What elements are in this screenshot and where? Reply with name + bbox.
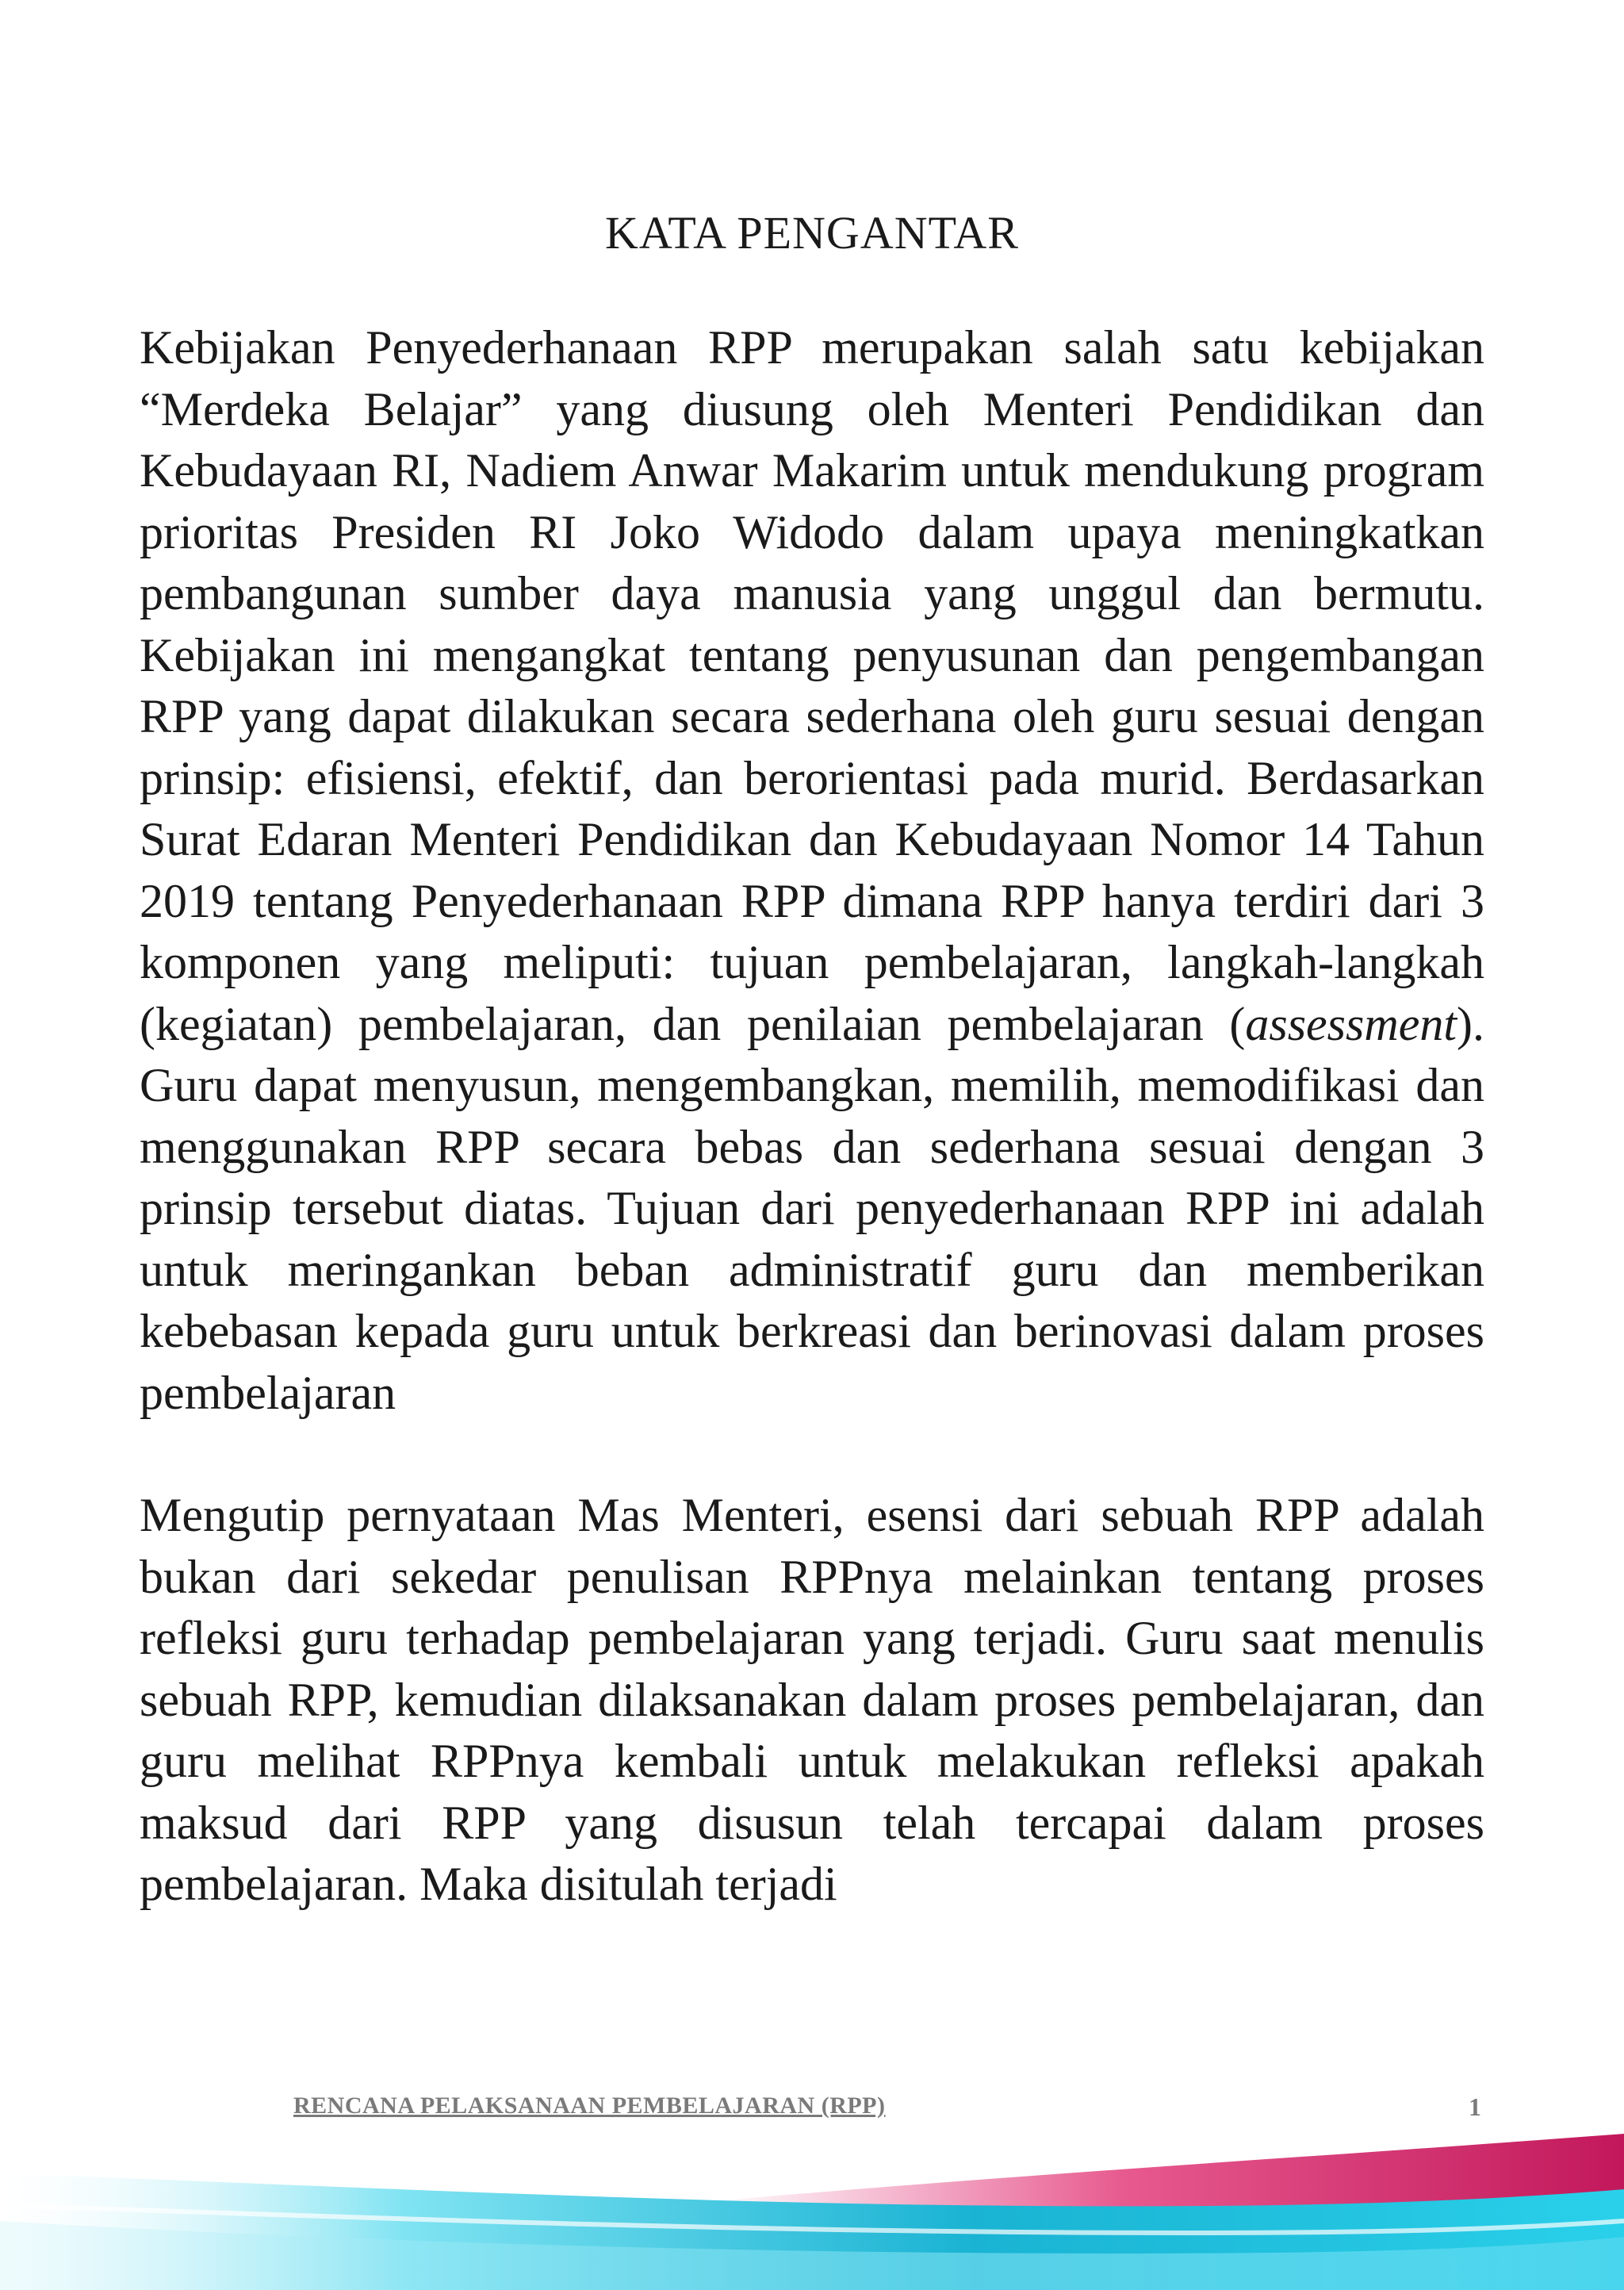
paragraph-2: Mengutip pernyataan Mas Menteri, esensi dari sebuah RPP adalah bukan dari sekedar penulisan RPPnya melainkan tentang proses refleksi guru terhadap pembelajaran yang terjadi. Guru saat menulis sebuah RPP, kemudian dilaksanakan dalam proses pembelajaran, dan guru melihat RPPnya kembali untuk melakukan refleksi apakah maksud dari RPP yang disusun telah tercapai dalam proses pembelajaran. Maka disitulah terjadi: [140, 1489, 1484, 1910]
footer-wave-decoration: [0, 2126, 1624, 2290]
paragraph-1-text: Kebijakan Penyederhanaan RPP merupakan salah satu kebijakan “Merdeka Belajar” yang diusung oleh Menteri Pendidikan dan Kebudayaan RI, Nadiem Anwar Makarim untuk mendukung program prioritas Presiden RI Joko Widodo dalam upaya meningkatkan pembangunan sumber daya manusia yang unggul dan bermutu. Kebijakan ini mengangkat tentang penyusunan dan pengembangan RPP yang dapat dilakukan secara sederhana oleh guru sesuai dengan prinsip: efisiensi, efektif, dan berorientasi pada murid. Berdasarkan Surat Edaran Menteri Pendidikan dan Kebudayaan Nomor 14 Tahun 2019 tentang Penyederhanaan RPP dimana RPP hanya terdiri dari 3 komponen yang meliputi: tujuan pembelajaran, langkah-langkah (kegiatan) pembelajaran, dan penilaian pembelajaran (: [140, 321, 1484, 1050]
footer-running-title: RENCANA PELAKSANAAN PEMBELAJARAN (RPP): [293, 2092, 886, 2119]
paragraph-1: [140, 317, 1484, 1424]
page-title: KATA PENGANTAR: [605, 207, 1019, 259]
paragraph-1-text-continued: ). Guru dapat menyusun, mengembangkan, memilih, memodifikasi dan menggunakan RPP secara bebas dan sederhana sesuai dengan 3 prinsip tersebut diatas. Tujuan dari penyederhanaan RPP ini adalah untuk meringankan beban administratif guru dan memberikan kebebasan kepada guru untuk berkreasi dan berinovasi dalam proses pembelajaran: [140, 997, 1484, 1419]
paragraph-1-italic-term: assessment: [1245, 997, 1457, 1050]
body-text: [140, 317, 1484, 1916]
footer-page-number: 1: [1469, 2092, 1481, 2121]
